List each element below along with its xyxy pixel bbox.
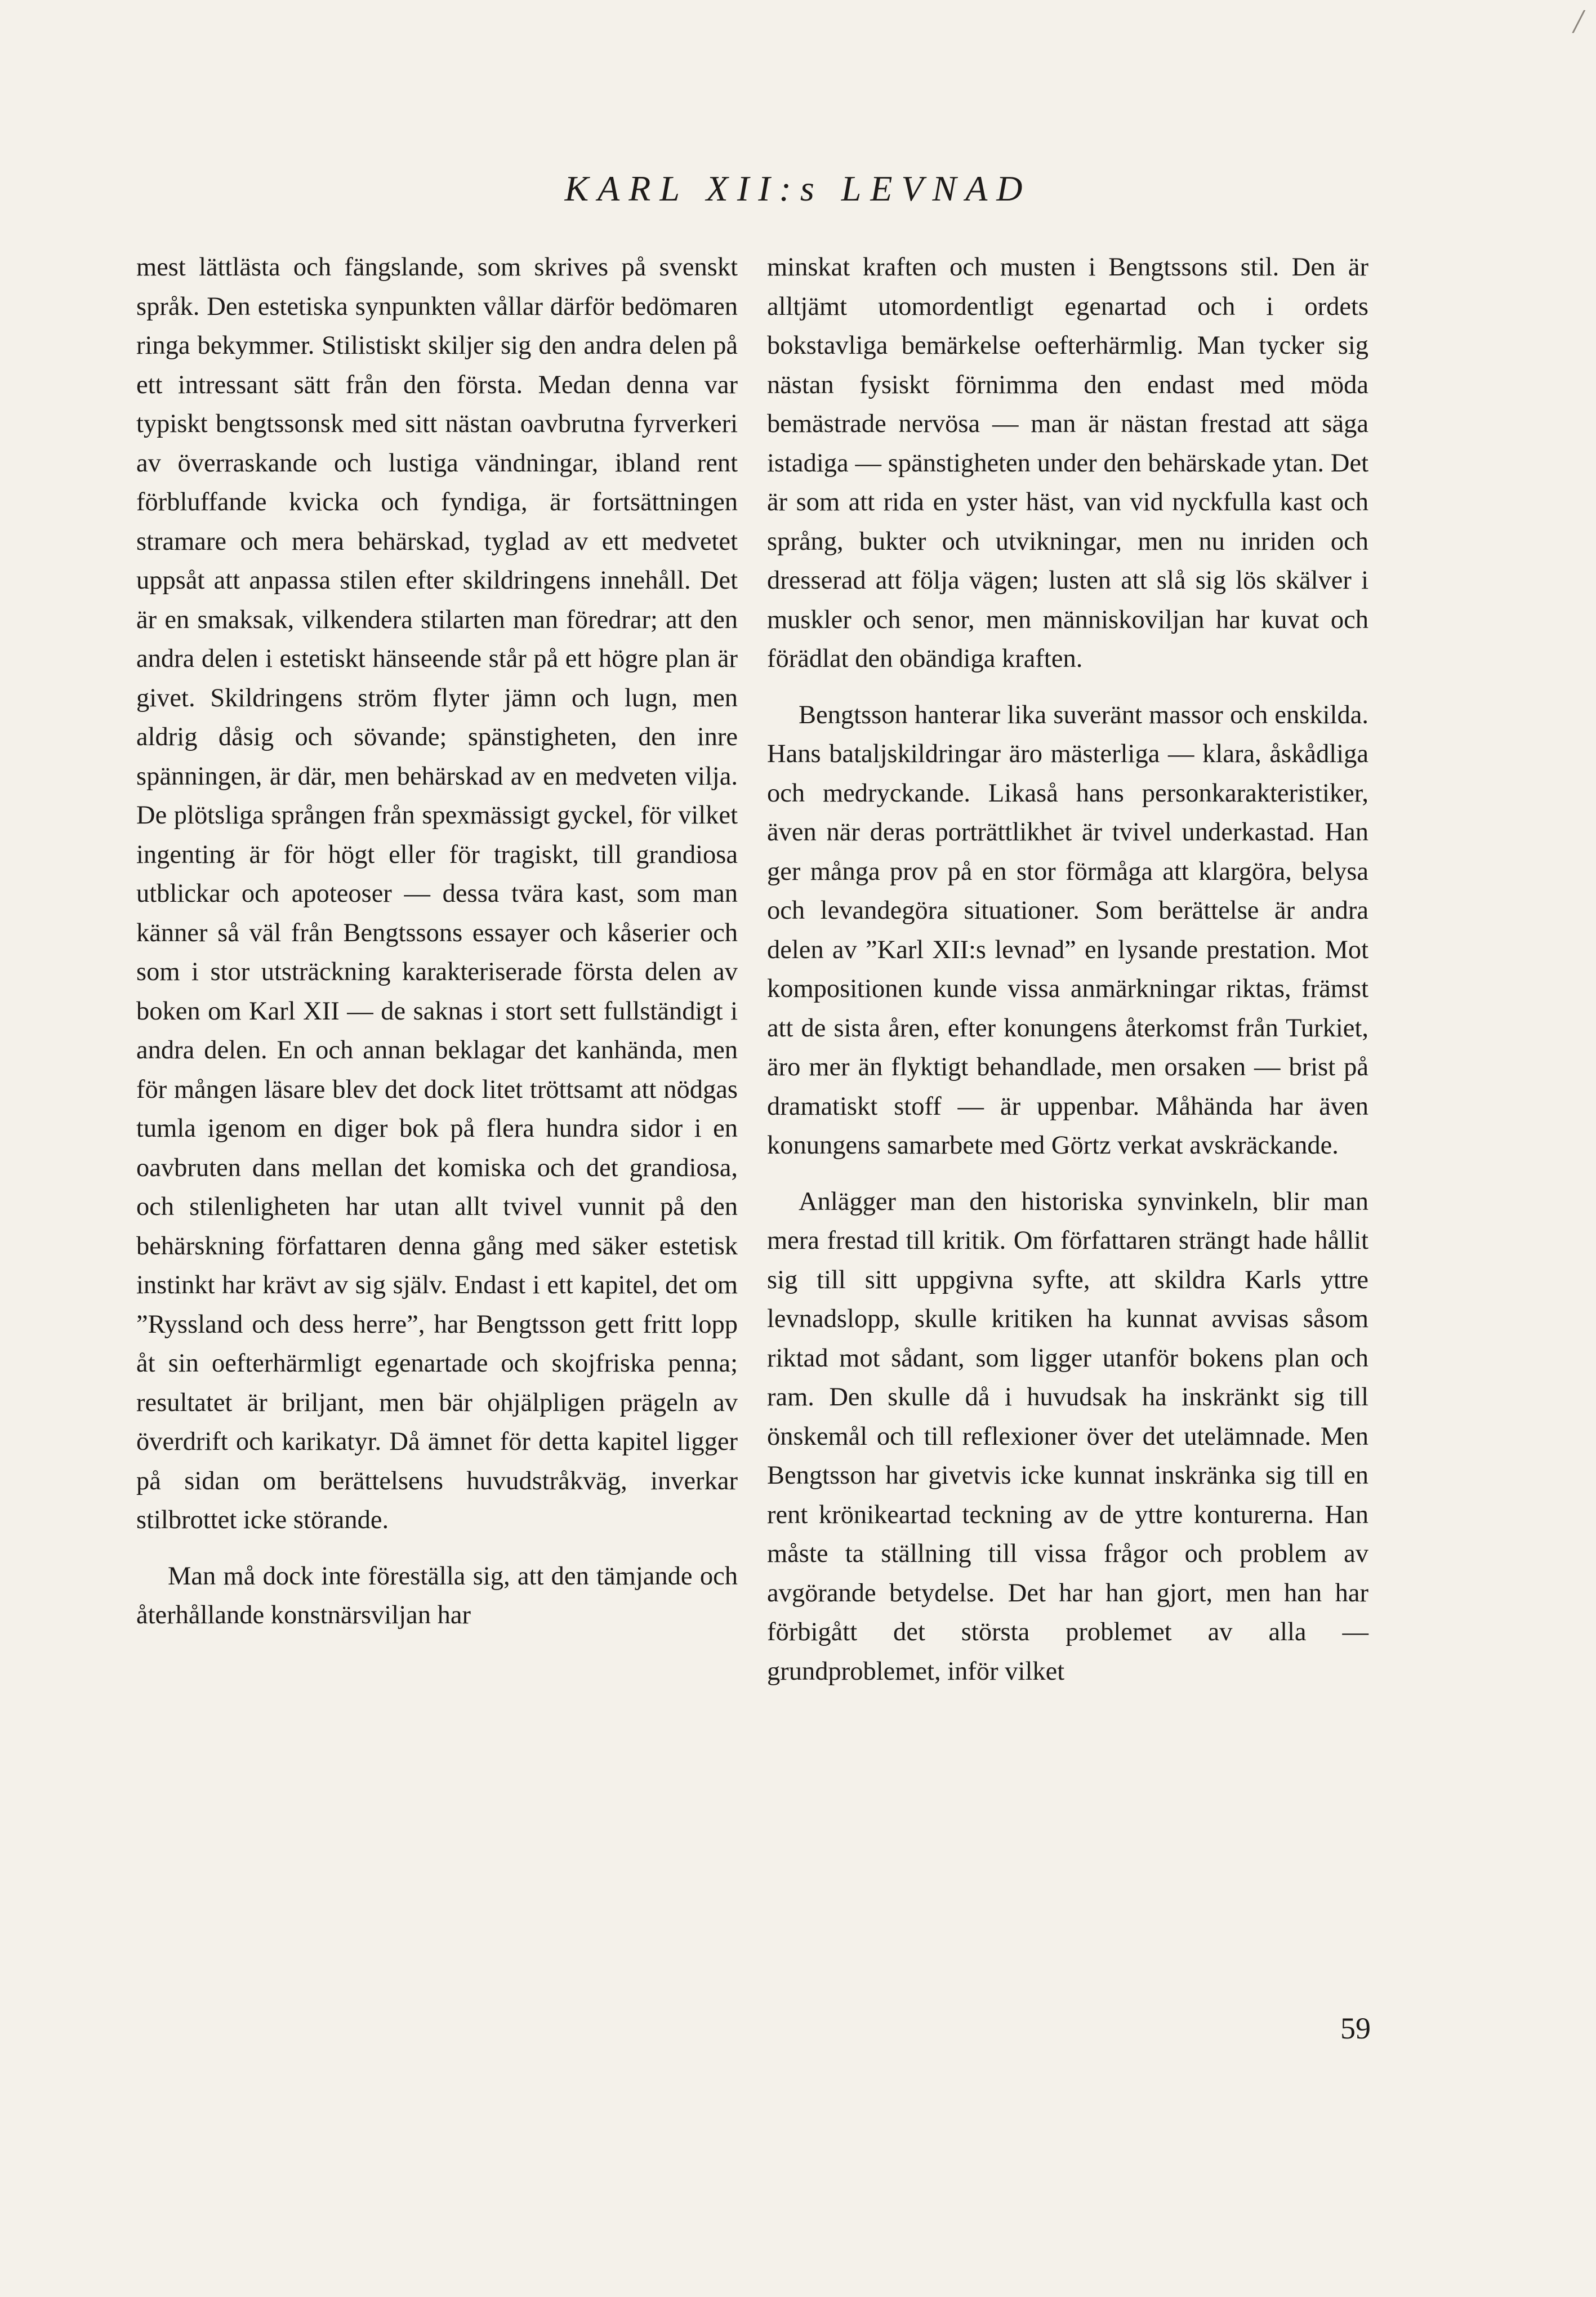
page-number: 59 [1340, 2011, 1371, 2045]
right-column [767, 248, 1368, 1691]
left-column [136, 248, 738, 1635]
left-paragraph-2: Man må dock inte föreställa sig, att den tämjande och återhållande konstnärsviljan har [136, 1561, 738, 1630]
left-paragraph-1: mest lättlästa och fängslande, som skrives på svenskt språk. Den estetiska synpunkten vållar därför bedömaren ringa bekymmer. Stilistiskt skiljer sig den andra delen på ett intressant sätt från den första. Medan denna var typiskt bengtssonsk med sitt nästan oavbrutna fyrverkeri av överraskande och lustiga vändningar, ibland rent förbluffande kvicka och fyndiga, är fortsättningen stramare och mera behärskad, tyglad av ett medvetet uppsåt att anpassa stilen efter skildringens innehåll. Det är en smaksak, vilkendera stilarten man föredrar; att den andra delen i estetiskt hänseende står på ett högre plan är givet. Skildringens ström flyter jämn och lugn, men aldrig dåsig och sövande; spänstigheten, den inre spänningen, är där, men behärskad av en medveten vilja. De plötsliga sprången från spexmässigt gyckel, för vilket ingenting är för högt eller för tragiskt, till grandiosa utblickar och apoteoser — dessa tvära kast, som man känner så väl från Bengtssons essayer och kåserier och som i stor utsträckning karakteriserade första delen av boken om Karl XII — de saknas i stort sett fullständigt i andra delen. En och annan beklagar det kanhända, men för mången läsare blev det dock litet tröttsamt att nödgas tumla igenom en diger bok på flera hundra sidor i en oavbruten dans mellan det komiska och det grandiosa, och stilenligheten har utan allt tvivel vunnit på den behärskning författaren denna gång med säker estetisk instinkt har krävt av sig själv. Endast i ett kapitel, det om ”Ryssland och dess herre”, har Bengtsson gett fritt lopp åt sin oefterhärmligt egenartade och skojfriska penna; resultatet är briljant, men bär ohjälpligen prägeln av överdrift och karikatyr. Då ämnet för detta kapitel ligger på sidan om berättelsens huvudstråkväg, inverkar stilbrottet icke störande. [136, 253, 738, 1534]
corner-mark: / [1573, 3, 1583, 40]
running-head: KARL XII:s LEVNAD [564, 168, 1032, 208]
right-paragraph-1: minskat kraften och musten i Bengtssons stil. Den är alltjämt utomordentligt egenartad och i ordets bokstavliga bemärkelse oefterhärmlig. Man tycker sig nästan fysiskt förnimma den endast med möda bemästrade nervösa — man är nästan frestad att säga istadiga — spänstigheten under den behärskade ytan. Det är som att rida en yster häst, van vid nyckfulla kast och språng, bukter och utvikningar, men nu inriden och dresserad att följa vägen; lusten att slå sig lös skälver i muskler och senor, men människoviljan har kuvat och förädlat den obändiga kraften. [767, 253, 1368, 673]
right-paragraph-2: Bengtsson hanterar lika suveränt massor och enskilda. Hans bataljskildringar äro mästerliga — klara, åskådliga och medryckande. Likaså hans personkarakteristiker, även när deras porträttlikhet är tvivel underkastad. Han ger många prov på en stor förmåga att klargöra, belysa och levandegöra situationer. Som berättelse är andra delen av ”Karl XII:s levnad” en lysande prestation. Mot kompositionen kunde vissa anmärkningar riktas, främst att de sista åren, efter konungens återkomst från Turkiet, äro mer än flyktigt behandlade, men orsaken — brist på dramatiskt stoff — är uppenbar. Måhända har även konungens samarbete med Görtz verkat avskräckande. [767, 700, 1368, 1160]
right-paragraph-3: Anlägger man den historiska synvinkeln, blir man mera frestad till kritik. Om författaren strängt hade hållit sig till sitt uppgivna syfte, att skildra Karls yttre levnadslopp, skulle kritiken ha kunnat avvisas såsom riktad mot sådant, som ligger utanför bokens plan och ram. Den skulle då i huvudsak ha inskränkt sig till önskemål och till reflexioner över det utelämnade. Men Bengtsson har givetvis icke kunnat inskränka sig till en rent krönikeartad teckning av de yttre konturerna. Han måste ta ställning till vissa frågor och problem av avgörande betydelse. Det har han gjort, men han har förbigått det största problemet av alla — grundproblemet, inför vilket [767, 1187, 1368, 1686]
